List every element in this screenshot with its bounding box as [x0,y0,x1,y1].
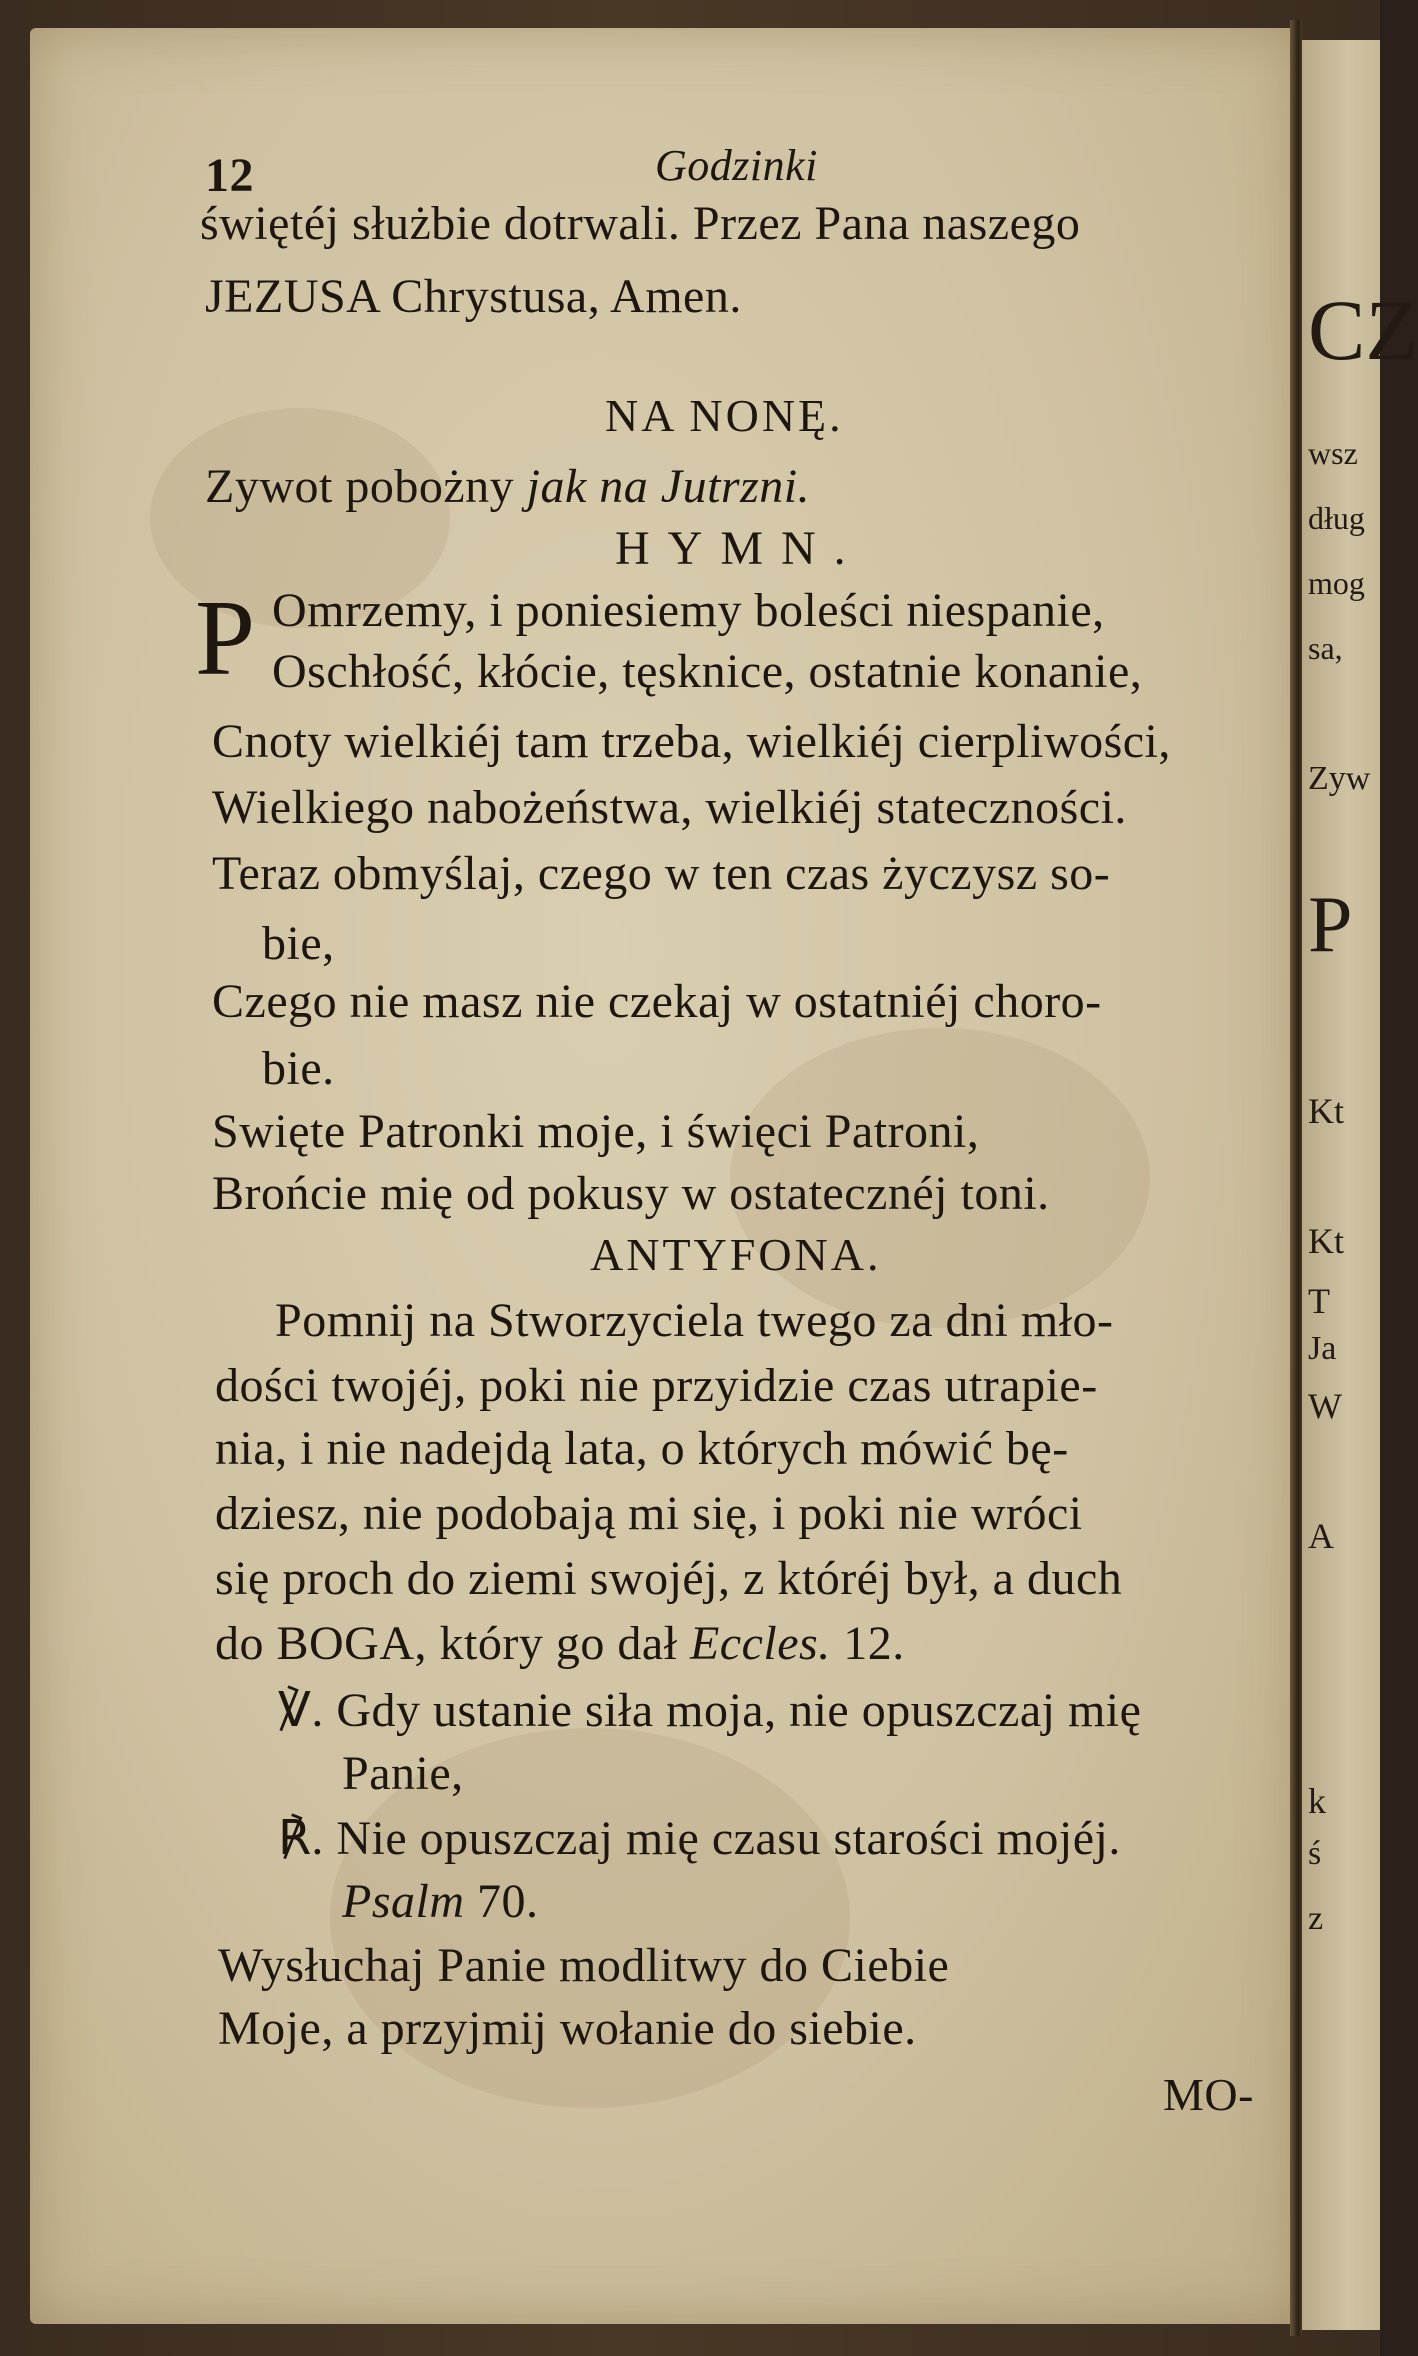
adjacent-fragment: W [1308,1386,1342,1426]
text-line: nia, i nie nadejdą lata, o których mówić bę- [215,1422,1069,1475]
verse-line: Oschłość, kłócie, tęsknice, ostatnie konanie, [272,645,1143,698]
psalm-reference [342,1875,539,1928]
text-line: dziesz, nie podobają mi się, i poki nie wróci [215,1487,1083,1540]
adjacent-fragment: Ja [1308,1330,1337,1367]
adjacent-fragment: wsz [1308,435,1358,471]
adjacent-fragment: dług [1308,500,1365,536]
text-line: Pomnij na Stworzyciela twego za dni mło- [275,1294,1114,1347]
response-line: ℟. Nie opuszczaj mię czasu starości mojéj. [278,1812,1121,1865]
book-spine-fold [1290,20,1302,2336]
citation-italic: Eccles. [689,1617,831,1670]
verse-line: Swięte Patronki moje, i święci Patroni, [212,1105,980,1158]
drop-capital: P [195,579,256,698]
adjacent-page-edge [1302,40,1418,2330]
adjacent-fragment: mog [1308,565,1365,601]
text-line [205,460,811,513]
verse-line: Wielkiego nabożeństwa, wielkiéj stateczności. [212,781,1127,834]
catchword: MO- [1163,2069,1254,2120]
text-line: JEZUSA Chrystusa, Amen. [205,270,742,323]
text-line [215,1617,905,1670]
text-line: się proch do ziemi swojéj, z któréj był, a duch [215,1552,1123,1605]
verse-line: bie, [262,917,335,970]
adjacent-fragment: k [1308,1781,1326,1821]
text-span: Zywot pobożny [205,460,527,513]
psalm-label: Psalm [342,1875,465,1928]
adjacent-fragment: A [1308,1516,1334,1556]
text-line: świętéj służbie dotrwali. Przez Pana naszego [200,197,1081,250]
page-number: 12 [205,149,254,202]
adjacent-fragment: z [1308,1900,1324,1937]
text-line: dości twojéj, poki nie przyidzie czas utrapie- [215,1359,1098,1412]
section-heading: NA NONĘ. [605,390,844,441]
adjacent-fragment: Kt [1308,1091,1344,1131]
verse-line: Teraz obmyślaj, czego w ten czas życzysz so- [212,847,1111,900]
adjacent-fragment: sa, [1308,630,1343,666]
adjacent-fragment: T [1308,1281,1330,1321]
hymn-heading: HYMN. [615,522,864,575]
verse-line: Brońcie mię od pokusy w ostatecznéj toni. [212,1167,1050,1220]
section-heading: ANTYFONA. [590,1229,882,1280]
psalm-number: 70. [464,1875,539,1928]
adjacent-fragment: Zyw [1308,760,1371,797]
adjacent-fragment: ś [1308,1835,1322,1872]
psalm-line: Moje, a przyjmij wołanie do siebie. [218,2002,917,2055]
psalm-line: Wysłuchaj Panie modlitwy do Ciebie [218,1939,950,1992]
adjacent-fragment: P [1308,881,1353,969]
adjacent-fragment: CZ [1308,282,1418,378]
verse-line: Czego nie masz nie czekaj w ostatniéj choro- [212,975,1102,1028]
rubric-italic: jak na Jutrzni. [526,460,811,513]
verse-line: Omrzemy, i poniesiemy boleści niespanie, [272,584,1105,637]
verse-line: bie. [262,1042,335,1095]
adjacent-fragment: Kt [1308,1221,1344,1261]
versicle-line: ℣. Gdy ustanie siła moja, nie opuszczaj mię [278,1684,1142,1737]
verse-line: Cnoty wielkiéj tam trzeba, wielkiéj cierpliwości, [212,715,1171,768]
running-title: Godzinki [655,141,818,190]
text-span: do BOGA, który go dał [215,1617,690,1670]
versicle-line: Panie, [342,1747,464,1800]
text-span: 12. [830,1617,905,1670]
